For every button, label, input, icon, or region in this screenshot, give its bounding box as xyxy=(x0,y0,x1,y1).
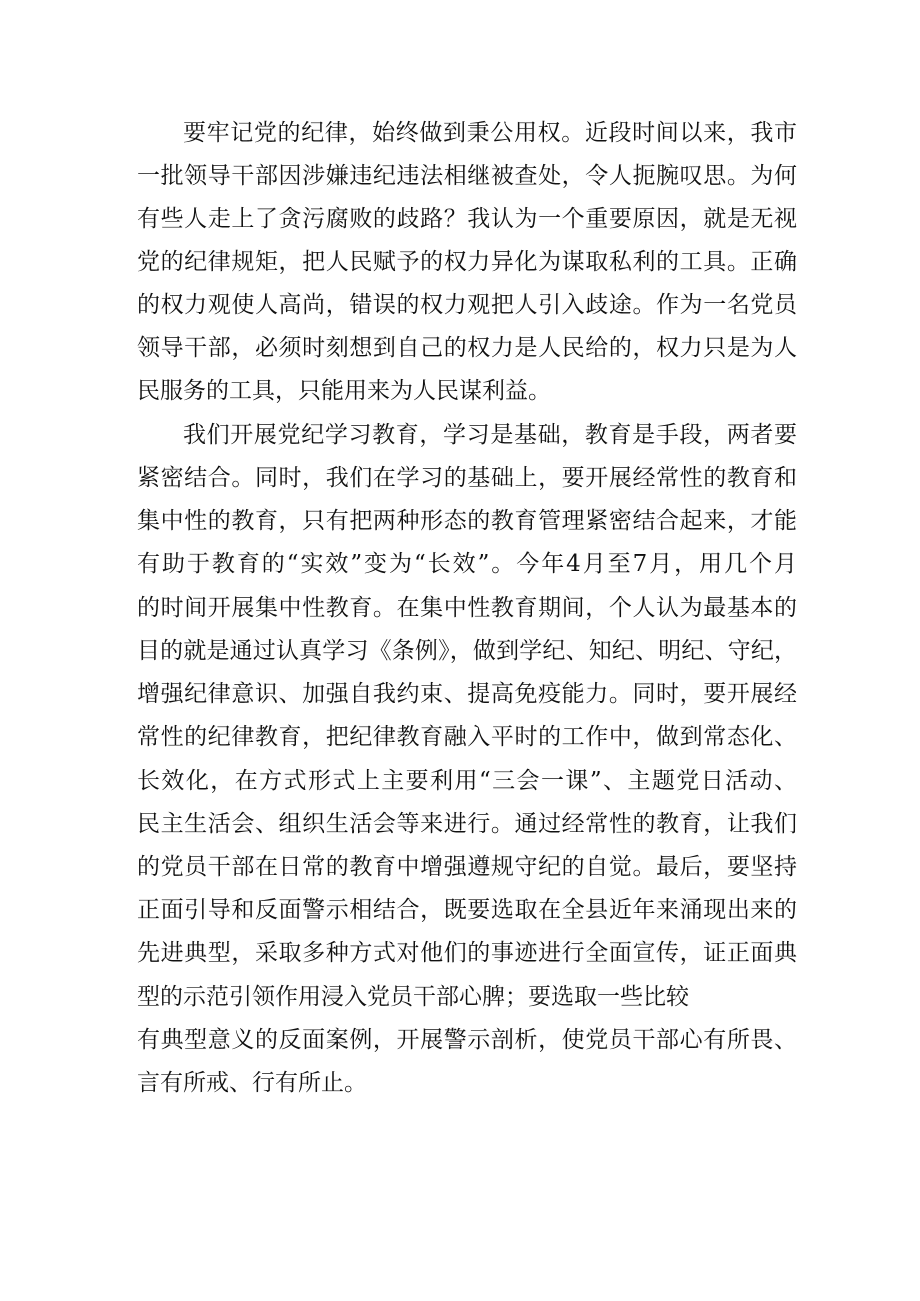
paragraph-2-line-5: 的时间开展集中性教育。在集中性教育期间，个人认为最基本的 xyxy=(137,595,797,621)
paragraph-1-line-1: 要牢记党的纪律，始终做到秉公用权。近段时间以来，我市 xyxy=(183,120,797,146)
paragraph-2-line-6: 目的就是通过认真学习《条例》，做到学纪、知纪、明纪、守纪， xyxy=(137,638,797,664)
paragraph-2-line-13: 先进典型，采取多种方式对他们的事迹进行全面宣传，证正面典 xyxy=(137,940,797,966)
paragraph-1-line-2: 一批领导干部因涉嫌违纪违法相继被查处，令人扼腕叹思。为何 xyxy=(137,163,797,189)
paragraph-2-line-12: 正面引导和反面警示相结合，既要选取在全县近年来涌现出来的 xyxy=(137,897,797,923)
paragraph-2-line-16: 言有所戒、行有所止。 xyxy=(137,1070,367,1096)
paragraph-2-line-14: 型的示范引领作用浸入党员干部心脾；要选取一些比较 xyxy=(137,984,689,1010)
paragraph-1-line-5: 的权力观使人高尚，错误的权力观把人引入歧途。作为一名党员 xyxy=(137,292,797,318)
paragraph-2-line-4: 有助于教育的“实效”变为“长效”。今年4月至7月，用几个月 xyxy=(137,551,797,577)
paragraph-2-line-2: 紧密结合。同时，我们在学习的基础上，要开展经常性的教育和 xyxy=(137,465,797,491)
paragraph-2-line-9: 长效化，在方式形式上主要利用“三会一课”、主题党日活动、 xyxy=(137,768,797,794)
paragraph-1-line-3: 有些人走上了贪污腐败的歧路？我认为一个重要原因，就是无视 xyxy=(137,206,797,232)
paragraph-2-line-3: 集中性的教育，只有把两种形态的教育管理紧密结合起来，才能 xyxy=(137,508,797,534)
paragraph-1-line-7: 民服务的工具，只能用来为人民谋利益。 xyxy=(137,378,551,404)
paragraph-1-line-4: 党的纪律规矩，把人民赋予的权力异化为谋取私利的工具。正确 xyxy=(137,249,797,275)
paragraph-2-line-10: 民主生活会、组织生活会等来进行。通过经常性的教育，让我们 xyxy=(137,811,797,837)
paragraph-1-line-6: 领导干部，必须时刻想到自己的权力是人民给的，权力只是为人 xyxy=(137,335,797,361)
paragraph-2-line-11: 的党员干部在日常的教育中增强遵规守纪的自觉。最后，要坚持 xyxy=(137,854,797,880)
paragraph-2-line-8: 常性的纪律教育，把纪律教育融入平时的工作中，做到常态化、 xyxy=(137,724,797,750)
paragraph-2-line-15: 有典型意义的反面案例，开展警示剖析，使党员干部心有所畏、 xyxy=(137,1027,797,1053)
paragraph-2-line-7: 增强纪律意识、加强自我约束、提高免疫能力。同时，要开展经 xyxy=(137,681,797,707)
paragraph-2-line-1: 我们开展党纪学习教育，学习是基础，教育是手段，两者要 xyxy=(183,422,797,448)
